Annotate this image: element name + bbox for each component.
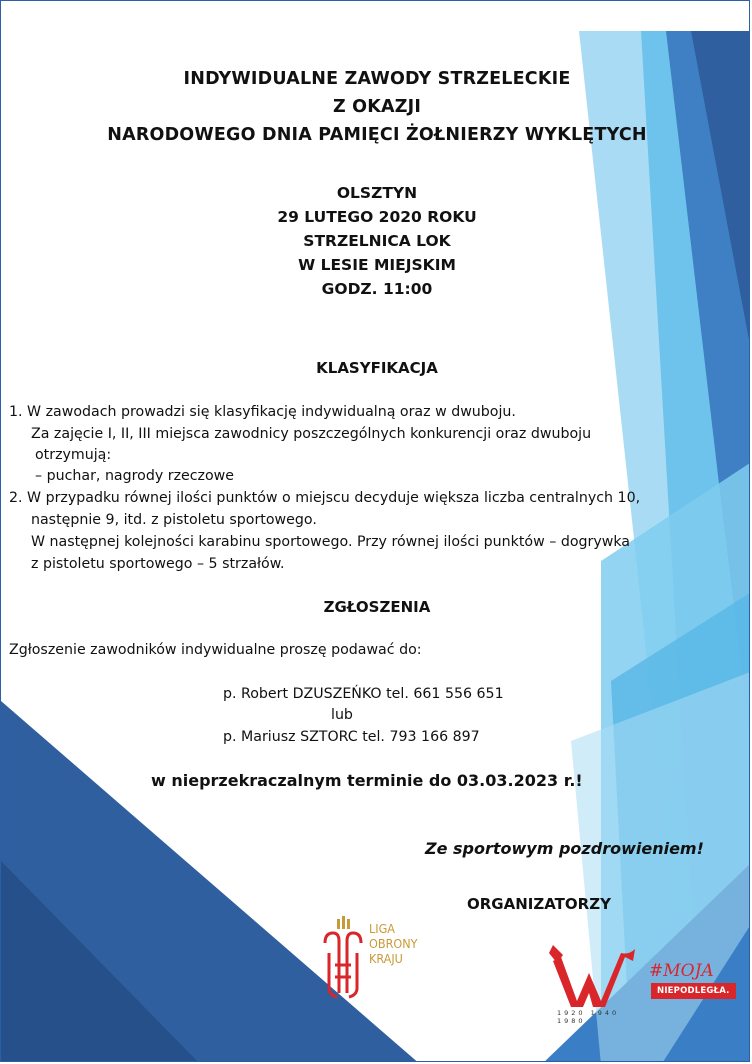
lok-emblem-icon [319,913,367,1005]
contact-2: p. Mariusz SZTORC tel. 793 166 897 [223,729,480,745]
moja-niepodlegla-logo [649,961,741,1007]
title-line-1: INDYWIDUALNE ZAWODY STRZELECKIE [183,69,571,89]
event-city: OLSZTYN [336,184,418,202]
lok-logo [319,913,439,1005]
classification-line: następnie 9, itd. z pistoletu sportowego. [31,512,317,528]
title-line-2: Z OKAZJI [332,97,422,117]
lok-word: LIGA [369,921,395,936]
classification-line: 1. W zawodach prowadzi się klasyfikację indywidualną oraz w dwuboju. [9,404,516,420]
w-logo [549,943,641,1025]
background-shapes [1,1,750,1062]
deadline: w nieprzekraczalnym terminie do 03.03.2023 r.! [151,771,583,790]
event-location: W LESIE MIEJSKIM [298,256,456,274]
classification-line: otrzymują: [35,447,112,463]
contact-1: p. Robert DZUSZEŃKO tel. 661 556 651 [223,686,504,702]
organizers-heading: ORGANIZATORZY [467,895,611,913]
lok-word: OBRONY [369,936,418,951]
classification-line: 2. W przypadku równej ilości punktów o miejscu decyduje większa liczba centralnych 10, [9,490,641,506]
event-time: GODZ. 11:00 [321,280,433,298]
classification-line: z pistoletu sportowego – 5 strzałów. [31,556,285,572]
event-place: STRZELNICA LOK [303,232,451,250]
mn-label: NIEPODLEGŁA. [651,983,736,999]
classification-heading: KLASYFIKACJA [316,359,438,377]
event-date: 29 LUTEGO 2020 ROKU [277,208,477,226]
lok-word: KRAJU [369,951,403,966]
classification-line: – puchar, nagrody rzeczowe [35,468,235,484]
title-line-3: NARODOWEGO DNIA PAMIĘCI ŻOŁNIERZY WYKLĘTYCH [107,125,647,145]
classification-line: W następnej kolejności karabinu sportowego. Przy równej ilości punktów – dogrywka [31,534,630,550]
lok-text [369,921,418,966]
classification-line: Za zajęcie I, II, III miejsca zawodnicy poszczególnych konkurencji oraz dwuboju [31,426,592,442]
registration-intro: Zgłoszenie zawodników indywidualne proszę podawać do: [9,642,422,658]
greeting: Ze sportowym pozdrowieniem! [425,839,704,858]
mn-hashtag: #MOJA [649,961,714,981]
w-emblem-icon [549,943,641,1007]
w-years: 1920 1940 1980 [557,1009,620,1025]
registration-heading: ZGŁOSZENIA [323,598,431,616]
contact-or: lub [331,707,353,723]
